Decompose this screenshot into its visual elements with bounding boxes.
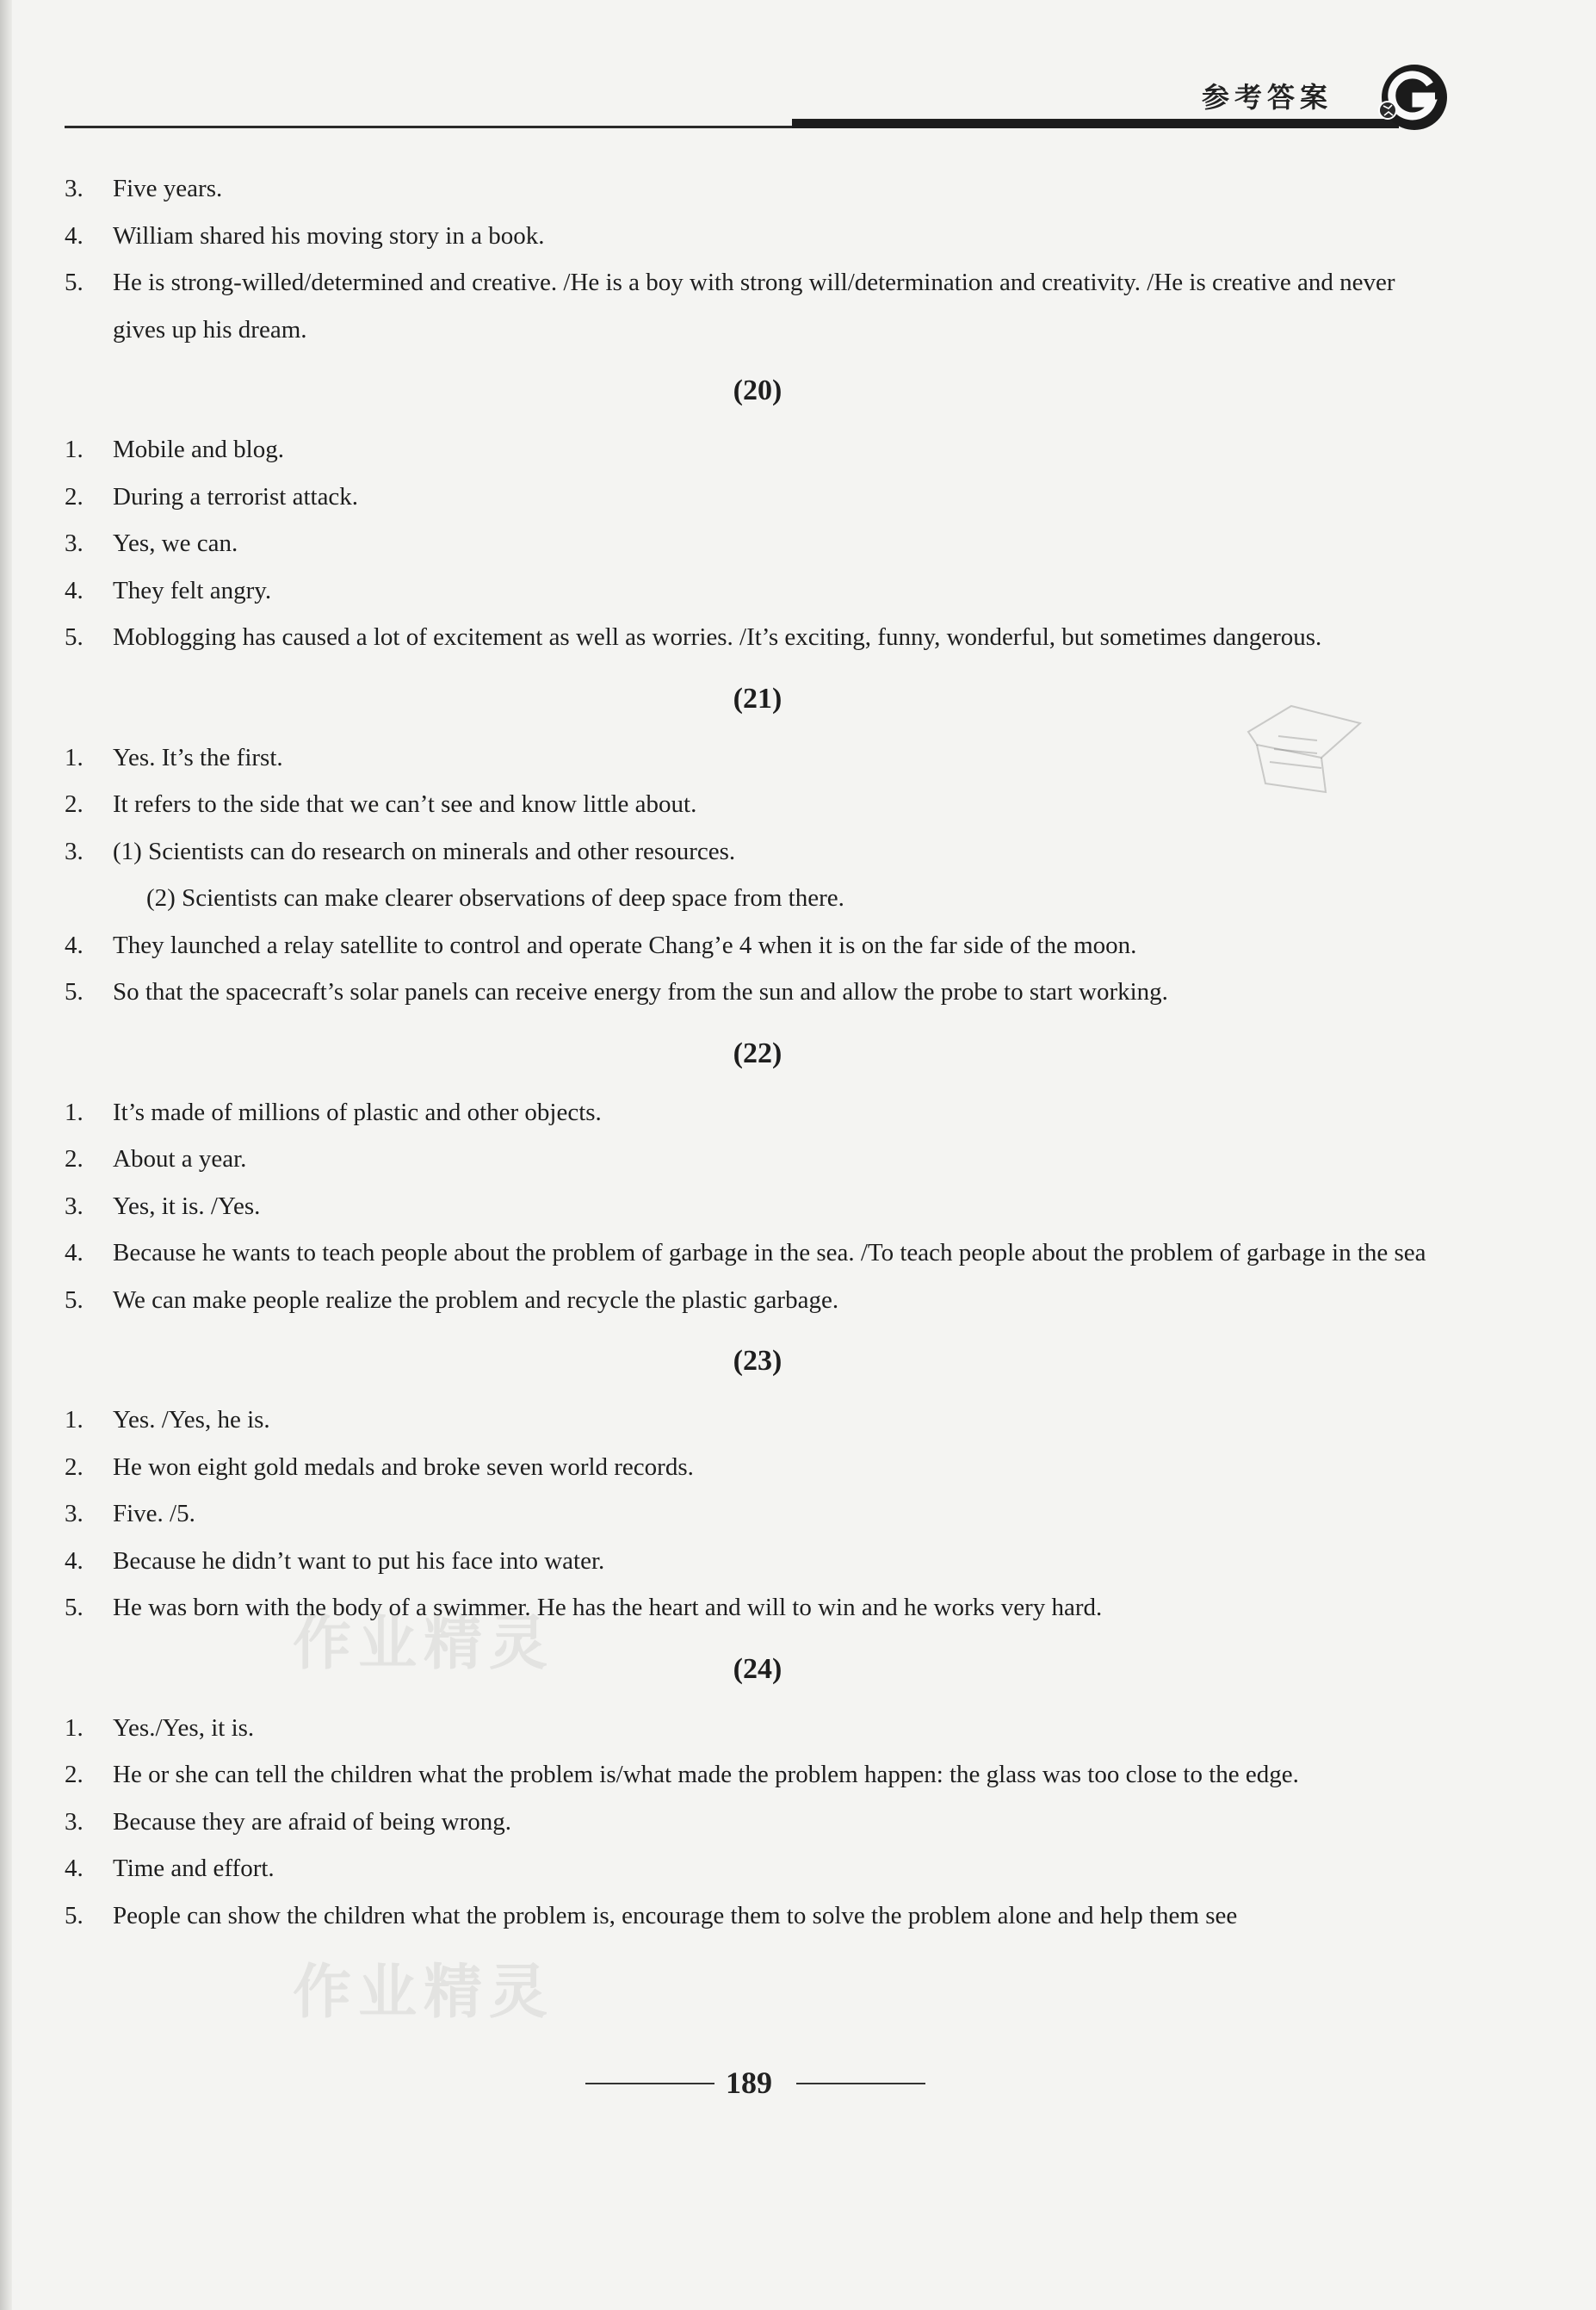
- answer-number: 3.: [65, 1192, 84, 1220]
- answer-text: Time and effort.: [113, 1855, 275, 1882]
- answer-item: [65, 1444, 1451, 1491]
- answer-number: 3.: [65, 530, 84, 557]
- answer-content: [65, 165, 1451, 1939]
- answer-text: (1) Scientists can do research on minerals and other resources.: [113, 837, 736, 865]
- answer-item: [65, 1490, 1451, 1538]
- answer-item: [65, 1584, 1451, 1632]
- answer-text: It refers to the side that we can’t see and know little about.: [113, 790, 697, 818]
- answer-text: Because he didn’t want to put his face into water.: [113, 1546, 605, 1575]
- answer-number: 4.: [65, 931, 84, 959]
- page-number: 189: [726, 2065, 772, 2100]
- answer-item: [65, 1136, 1451, 1183]
- answer-number: 5.: [65, 1901, 84, 1929]
- answer-text: Yes, we can.: [113, 530, 238, 557]
- answer-number: 4.: [65, 1546, 84, 1575]
- answer-text: Yes. It’s the first.: [113, 743, 283, 771]
- answer-number: 2.: [65, 1761, 84, 1788]
- header-rule-thick: [792, 119, 1399, 128]
- answer-text: Because he wants to teach people about the problem of garbage in the sea. /To teach people about the problem of garbage in the sea: [113, 1239, 1426, 1266]
- answer-item: [65, 165, 1451, 213]
- answer-number: 1.: [65, 1098, 84, 1126]
- answer-item: [65, 1183, 1451, 1230]
- answer-item: [65, 828, 1451, 876]
- answer-item: [65, 1799, 1451, 1846]
- section-title: (23): [733, 1345, 783, 1377]
- section-title: (22): [733, 1037, 783, 1069]
- answer-item: [65, 922, 1451, 969]
- answer-item: [65, 426, 1451, 474]
- footer-rule-left: [585, 2083, 714, 2084]
- answer-number: 2.: [65, 1452, 84, 1481]
- answer-item: [65, 1538, 1451, 1585]
- answer-number: 5.: [65, 269, 84, 296]
- answer-number: 3.: [65, 1500, 84, 1527]
- answer-text: William shared his moving story in a book.: [113, 221, 545, 250]
- answer-text: It’s made of millions of plastic and other objects.: [113, 1098, 602, 1126]
- answer-text: Because they are afraid of being wrong.: [113, 1807, 511, 1836]
- answer-item: [65, 1845, 1451, 1892]
- section-title: (20): [733, 375, 783, 406]
- answer-item: [65, 474, 1451, 521]
- answer-number: 2.: [65, 482, 84, 511]
- g-logo-icon: [1373, 59, 1451, 136]
- watermark-text: 作业精灵: [293, 1959, 555, 2027]
- answer-number: 4.: [65, 1239, 84, 1266]
- answer-number: 3.: [65, 837, 84, 865]
- answer-number: 1.: [65, 436, 84, 463]
- answer-number: 5.: [65, 1285, 84, 1314]
- answer-item: [65, 1229, 1451, 1277]
- answer-text: Five. /5.: [113, 1500, 195, 1527]
- answer-text: Yes. /Yes, he is.: [113, 1406, 270, 1434]
- watermark-text: 作业精灵: [293, 1610, 555, 1678]
- header-title: 参考答案: [1202, 81, 1333, 114]
- answer-item: [65, 614, 1451, 661]
- answer-text: During a terrorist attack.: [113, 482, 359, 511]
- answer-item: [65, 1277, 1451, 1324]
- answer-number: 3.: [65, 175, 84, 202]
- answer-number: 4.: [65, 1855, 84, 1882]
- answer-number: 1.: [65, 743, 84, 771]
- answer-text: He or she can tell the children what the problem is/what made the problem happen: the glass was too close to the edge.: [113, 1761, 1299, 1788]
- section-title: (21): [733, 682, 783, 715]
- answer-item: [65, 1089, 1451, 1136]
- answer-text: Yes./Yes, it is.: [113, 1713, 255, 1742]
- answer-text: Yes, it is. /Yes.: [113, 1192, 261, 1220]
- answer-text: He won eight gold medals and broke seven world records.: [113, 1452, 694, 1481]
- answer-text: He is strong-willed/determined and creative. /He is a boy with strong will/determination and creativity. /He is creative and never gives up his dream.: [113, 269, 1395, 344]
- answer-text: We can make people realize the problem and recycle the plastic garbage.: [113, 1285, 839, 1314]
- answer-number: 5.: [65, 623, 84, 651]
- answer-text: They felt angry.: [113, 576, 272, 604]
- answer-item: [65, 1705, 1451, 1752]
- answer-text: People can show the children what the problem is, encourage them to solve the problem alone and help them see: [113, 1901, 1238, 1929]
- answer-number: 1.: [65, 1406, 84, 1434]
- answer-number: 2.: [65, 1145, 84, 1173]
- answer-text: Five years.: [113, 175, 223, 202]
- answer-text: Mobile and blog.: [113, 436, 284, 463]
- answer-item: [65, 969, 1451, 1016]
- header-rule-thin: [65, 126, 796, 128]
- footer-rule-right: [796, 2083, 925, 2084]
- answer-number: 4.: [65, 576, 84, 604]
- answer-item: [65, 875, 1451, 922]
- answer-item: [65, 781, 1451, 828]
- answer-number: 2.: [65, 790, 84, 818]
- answer-number: 1.: [65, 1713, 84, 1742]
- answer-number: 5.: [65, 978, 84, 1006]
- answer-text: (2) Scientists can make clearer observations of deep space from there.: [146, 884, 844, 912]
- answer-item: [65, 1397, 1451, 1444]
- answer-number: 3.: [65, 1807, 84, 1836]
- section-title: (24): [733, 1652, 783, 1685]
- answer-text: He was born with the body of a swimmer. He has the heart and will to win and he works very hard.: [113, 1594, 1103, 1621]
- answer-text: About a year.: [113, 1145, 247, 1173]
- answer-number: 5.: [65, 1594, 84, 1621]
- answer-item: [65, 213, 1451, 260]
- answer-item: [65, 1751, 1451, 1799]
- answer-number: 4.: [65, 221, 84, 250]
- answer-text: So that the spacecraft’s solar panels can receive energy from the sun and allow the probe to start working.: [113, 978, 1168, 1006]
- answer-item: [65, 520, 1451, 567]
- answer-item: [65, 1892, 1451, 1940]
- page-edge-shadow: [0, 0, 12, 2310]
- answer-item: [65, 734, 1451, 782]
- answer-text: They launched a relay satellite to control and operate Chang’e 4 when it is on the far side of the moon.: [113, 931, 1137, 959]
- answer-item: [65, 567, 1451, 615]
- answer-item: [65, 259, 1451, 353]
- answer-text: Moblogging has caused a lot of excitement as well as worries. /It’s exciting, funny, wonderful, but sometimes dangerous.: [113, 623, 1322, 651]
